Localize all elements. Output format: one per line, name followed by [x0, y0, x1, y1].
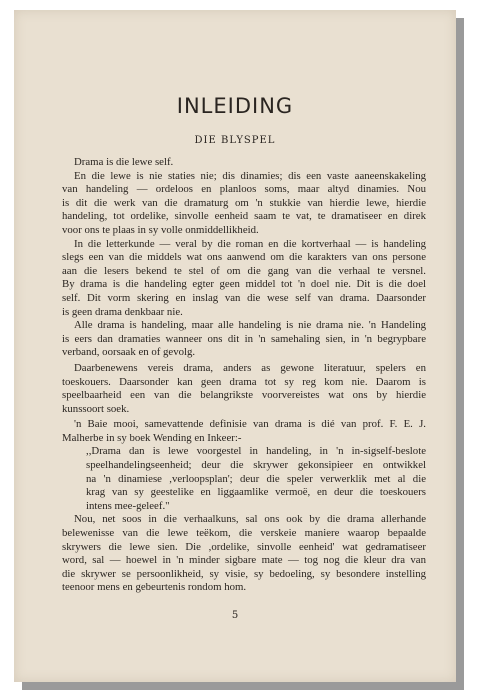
text-line: verband, oorsaak en of gevolg.: [62, 346, 196, 359]
text-line: speelhandelingseenheid; deur die skrywer gekonsipieer en ontwikkel: [86, 459, 426, 472]
body-text: [62, 156, 426, 595]
text-line: Nou, net soos in die verhaalkuns, sal ons ook by die drama allerhande: [74, 513, 426, 526]
text-line: self. Dit vorm skering en inslag van die wese self van drama. Daarsonder: [62, 291, 426, 304]
text-line: van handeling — ordeloos en planloos soms, maar altyd dinamies. Nou: [62, 183, 426, 196]
text-line: na 'n dinamiese ,verloopsplan'; deur die speler verwerklik met al die: [86, 472, 426, 485]
text-line: voor ons te plaas in sy volle onmiddellikheid.: [62, 223, 259, 236]
text-line: is geen drama denkbaar nie.: [62, 305, 183, 318]
text-line: Alle drama is handeling, maar alle handeling is nie drama nie. 'n Handeling: [74, 319, 426, 332]
text-line: skrywers die lewe sien. Die ,ordelike, sinvolle eenheid' wat gedramatiseer: [62, 540, 426, 553]
text-line: Malherbe in sy boek Wending en Inkeer:-: [62, 431, 242, 444]
text-line: aan die lesers bekend te stel of om die gang van die verhaal te versnel.: [62, 264, 426, 277]
text-line: is dit die werk van die dramaturg om 'n stukkie van hierdie lewe, hierdie: [62, 196, 426, 209]
page-title: INLEIDING: [176, 94, 294, 118]
text-line: toeskouers. Daarsonder kan geen drama tot sy reg kom nie. Daarom is: [62, 375, 426, 388]
text-line: krag van sy geestelike en liggaamlike vermoë, en deur die toeskouers: [86, 486, 426, 499]
text-line: slegs een van die middels wat ons aanwend om die karakters van ons persone: [62, 251, 426, 264]
text-line: is eers dan dramaties wanneer ons dit in 'n samehaling sien, in 'n begrypbare: [62, 332, 426, 345]
text-line: teenoor mens en gebeurtenis rondom hom.: [62, 581, 247, 594]
book-page: [14, 10, 456, 682]
section-heading: DIE BLYSPEL: [194, 135, 276, 146]
text-line: die skrywer se persoonlikheid, sy visie, sy bedoeling, sy besondere instelling: [62, 567, 426, 580]
text-line: 'n Baie mooi, samevattende definisie van drama is dié van prof. F. E. J.: [74, 418, 426, 431]
text-line: kunssoort soek.: [62, 402, 130, 415]
text-line: speelbaarheid een van die belangrikste voorvereistes wat ons by hierdie: [62, 389, 426, 402]
page-number: 5: [231, 610, 239, 621]
text-line: In die letterkunde — veral by die roman en die kortverhaal — is handeling: [74, 237, 426, 250]
text-line: belewenisse van die lewe teëkom, die verskeie maniere waarop bepaalde: [62, 527, 426, 540]
text-line: Daarbenewens vereis drama, anders as gewone literatuur, spelers en: [74, 361, 426, 374]
text-line: By drama is die handeling egter geen middel tot 'n doel nie. Dit is die doel: [62, 278, 426, 291]
text-line: intens mee-geleef.": [86, 499, 170, 512]
text-line: Drama is die lewe self.: [74, 156, 174, 168]
text-line: En die lewe is nie staties nie; dis dinamies; dis een vaste aaneenskakeling: [74, 169, 426, 182]
text-line: handeling, tot ordelike, sinvolle eenheid saam te vat, te dramatiseer en direk: [62, 210, 426, 223]
text-line: ,,Drama dan is lewe voorgestel in handeling, in 'n in-sigself-beslote: [86, 445, 426, 458]
text-line: word, sal — hoewel in 'n minder sigbare mate — tog nog die kleur dra van: [62, 554, 426, 567]
